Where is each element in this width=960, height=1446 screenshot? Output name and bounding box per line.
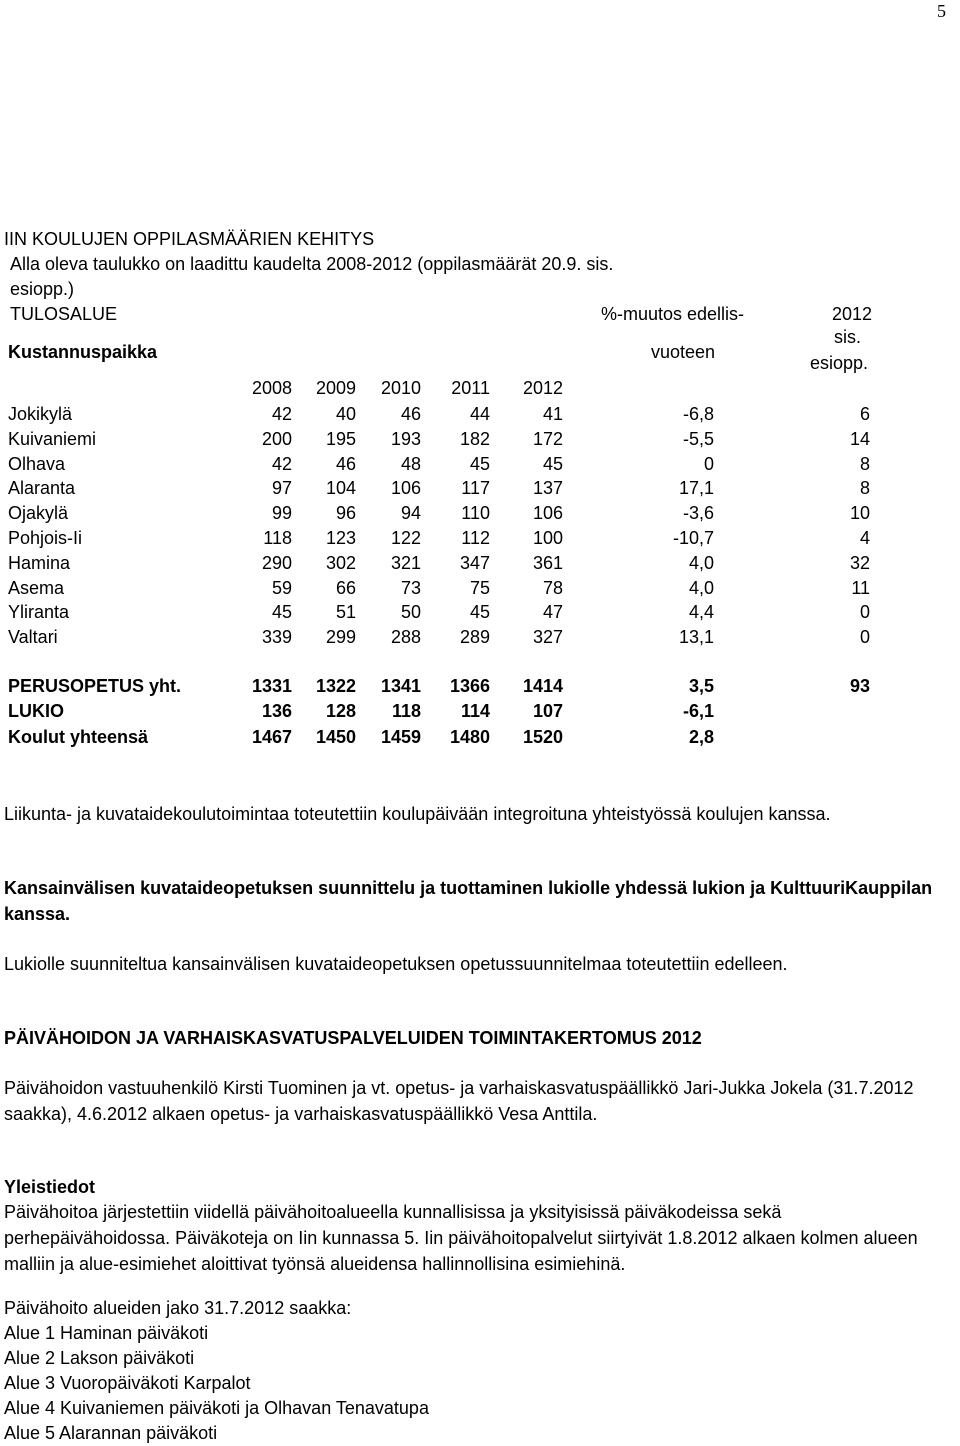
year-header: 2009 bbox=[315, 378, 356, 398]
row-change: -10,7 bbox=[672, 528, 714, 548]
year-header: 2012 bbox=[522, 378, 563, 398]
row-value: 112 bbox=[461, 528, 490, 548]
row-change: 4,0 bbox=[688, 553, 714, 573]
row-name: Hamina bbox=[8, 553, 71, 573]
area-item: Alue 3 Vuoropäiväkoti Karpalot bbox=[4, 1373, 251, 1393]
row-value: 302 bbox=[325, 553, 356, 573]
total-name: Koulut yhteensä bbox=[8, 727, 149, 747]
row-value: 96 bbox=[335, 503, 356, 523]
total-value: 1520 bbox=[522, 727, 563, 747]
daycare-section-title: PÄIVÄHOIDON JA VARHAISKASVATUSPALVELUIDEN TOIMINTAKERTOMUS 2012 bbox=[4, 1028, 702, 1048]
total-change: -6,1 bbox=[682, 701, 714, 721]
row-preschool: 11 bbox=[851, 578, 870, 598]
row-change: 13,1 bbox=[678, 627, 714, 647]
row-value: 78 bbox=[542, 578, 563, 598]
area-item: Alue 5 Alarannan päiväkoti bbox=[4, 1423, 218, 1443]
row-value: 45 bbox=[271, 602, 292, 622]
row-value: 46 bbox=[335, 454, 356, 474]
total-value: 128 bbox=[325, 701, 356, 721]
total-value: 1480 bbox=[449, 727, 490, 747]
total-value: 1331 bbox=[251, 676, 292, 696]
row-value: 339 bbox=[261, 627, 292, 647]
row-value: 66 bbox=[335, 578, 356, 598]
total-value: 118 bbox=[391, 701, 421, 721]
row-value: 48 bbox=[400, 454, 421, 474]
row-value: 195 bbox=[325, 429, 356, 449]
header-2012-line1: 2012 bbox=[832, 304, 873, 324]
row-value: 94 bbox=[400, 503, 421, 523]
total-value: 1459 bbox=[380, 727, 421, 747]
header-2012-line3: esiopp. bbox=[810, 353, 869, 373]
table-description-line2: esiopp.) bbox=[10, 279, 75, 299]
row-preschool: 32 bbox=[849, 553, 870, 573]
row-value: 172 bbox=[532, 429, 563, 449]
total-value: 1450 bbox=[315, 727, 356, 747]
area-item: Alue 4 Kuivaniemen päiväkoti ja Olhavan Tenavatupa bbox=[4, 1398, 429, 1418]
row-value: 106 bbox=[532, 503, 563, 523]
row-value: 45 bbox=[469, 602, 490, 622]
row-value: 290 bbox=[261, 553, 292, 573]
row-change: -3,6 bbox=[682, 503, 714, 523]
row-value: 123 bbox=[325, 528, 356, 548]
row-value: 42 bbox=[271, 454, 292, 474]
row-name: Asema bbox=[8, 578, 65, 598]
section-heading: IIN KOULUJEN OPPILASMÄÄRIEN KEHITYS bbox=[4, 229, 375, 249]
row-change: -6,8 bbox=[682, 404, 714, 424]
row-name: Alaranta bbox=[8, 478, 76, 498]
row-value: 73 bbox=[400, 578, 421, 598]
row-name: Pohjois-Ii bbox=[8, 528, 83, 548]
row-value: 104 bbox=[325, 478, 356, 498]
row-value: 106 bbox=[390, 478, 421, 498]
total-value: 136 bbox=[261, 701, 292, 721]
row-preschool: 8 bbox=[859, 454, 870, 474]
year-header: 2008 bbox=[251, 378, 292, 398]
row-name: Yliranta bbox=[8, 602, 70, 622]
row-name: Jokikylä bbox=[8, 404, 73, 424]
total-value: 107 bbox=[532, 701, 563, 721]
row-preschool: 0 bbox=[859, 627, 870, 647]
row-value: 299 bbox=[325, 627, 356, 647]
row-preschool: 8 bbox=[859, 478, 870, 498]
row-name: Kuivaniemi bbox=[8, 429, 97, 449]
row-value: 45 bbox=[469, 454, 490, 474]
year-header: 2010 bbox=[380, 378, 421, 398]
header-change-line1: %-muutos edellis- bbox=[601, 304, 745, 324]
row-value: 347 bbox=[459, 553, 490, 573]
general-info-heading: Yleistiedot bbox=[4, 1177, 96, 1197]
row-preschool: 6 bbox=[859, 404, 870, 424]
row-name: Valtari bbox=[8, 627, 58, 647]
row-preschool: 0 bbox=[859, 602, 870, 622]
row-value: 117 bbox=[461, 478, 490, 498]
row-value: 50 bbox=[400, 602, 421, 622]
total-name: LUKIO bbox=[8, 701, 64, 721]
row-value: 51 bbox=[335, 602, 356, 622]
row-value: 288 bbox=[390, 627, 421, 647]
total-preschool: 93 bbox=[849, 676, 870, 696]
total-value: 1366 bbox=[449, 676, 490, 696]
row-change: 17,1 bbox=[678, 478, 714, 498]
row-change: -5,5 bbox=[682, 429, 714, 449]
row-preschool: 14 bbox=[849, 429, 870, 449]
paragraph-international-art: Kansainvälisen kuvataideopetuksen suunnittelu ja tuottaminen lukiolle yhdessä lukion ja KulttuuriKauppilan kanssa. bbox=[4, 878, 933, 924]
row-value: 45 bbox=[542, 454, 563, 474]
area-item: Alue 2 Lakson päiväkoti bbox=[4, 1348, 195, 1368]
row-value: 100 bbox=[532, 528, 563, 548]
row-value: 47 bbox=[542, 602, 563, 622]
header-2012-line2: sis. bbox=[834, 327, 861, 347]
row-value: 193 bbox=[390, 429, 421, 449]
row-value: 118 bbox=[263, 528, 292, 548]
row-value: 110 bbox=[461, 503, 490, 523]
row-preschool: 10 bbox=[849, 503, 870, 523]
total-value: 1322 bbox=[315, 676, 356, 696]
row-change: 4,4 bbox=[688, 602, 714, 622]
row-value: 122 bbox=[390, 528, 421, 548]
page-number: 5 bbox=[937, 1, 946, 21]
header-kustannuspaikka: Kustannuspaikka bbox=[8, 342, 158, 362]
row-value: 41 bbox=[542, 404, 563, 424]
row-preschool: 4 bbox=[859, 528, 870, 548]
total-change: 3,5 bbox=[688, 676, 714, 696]
row-change: 0 bbox=[703, 454, 714, 474]
total-value: 1341 bbox=[380, 676, 421, 696]
row-name: Olhava bbox=[8, 454, 66, 474]
row-value: 75 bbox=[469, 578, 490, 598]
row-change: 4,0 bbox=[688, 578, 714, 598]
total-name: PERUSOPETUS yht. bbox=[8, 676, 182, 696]
total-value: 1467 bbox=[251, 727, 292, 747]
area-item: Alue 1 Haminan päiväkoti bbox=[4, 1323, 209, 1343]
row-value: 137 bbox=[532, 478, 563, 498]
row-value: 97 bbox=[271, 478, 292, 498]
row-value: 182 bbox=[459, 429, 490, 449]
header-tulosalue: TULOSALUE bbox=[10, 304, 118, 324]
total-value: 1414 bbox=[522, 676, 563, 696]
total-change: 2,8 bbox=[688, 727, 714, 747]
paragraph-general-info: Päivähoitoa järjestettiin viidellä päivähoitoalueella kunnallisissa ja yksityisissä päiväkodeissa sekä perhepäivähoidossa. Päiväkoteja on Iin kunnassa 5. Iin päivähoitopalvelut siirtyivät 1.8.2012 alkaen kolmen alueen malliin ja alue-esimiehet aloittivat työnsä alueidensa hallinnollisina esimiehinä. bbox=[4, 1202, 918, 1274]
row-value: 327 bbox=[532, 627, 563, 647]
row-value: 99 bbox=[271, 503, 292, 523]
row-value: 289 bbox=[459, 627, 490, 647]
area-list-heading: Päivähoito alueiden jako 31.7.2012 saakka: bbox=[4, 1298, 352, 1318]
row-value: 59 bbox=[271, 578, 292, 598]
row-value: 321 bbox=[390, 553, 421, 573]
row-name: Ojakylä bbox=[8, 503, 69, 523]
row-value: 46 bbox=[400, 404, 421, 424]
paragraph-curriculum: Lukiolle suunniteltua kansainvälisen kuvataideopetuksen opetussuunnitelmaa toteutettiin edelleen. bbox=[4, 954, 788, 974]
paragraph-sports-art: Liikunta- ja kuvataidekoulutoimintaa toteutettiin koulupäivään integroituna yhteistyössä koulujen kanssa. bbox=[4, 804, 831, 824]
area-list bbox=[4, 1296, 429, 1446]
row-value: 40 bbox=[335, 404, 356, 424]
year-header: 2011 bbox=[451, 378, 490, 398]
header-change-line2: vuoteen bbox=[651, 342, 716, 362]
total-value: 114 bbox=[460, 701, 490, 721]
table-description-line1: Alla oleva taulukko on laadittu kaudelta 2008-2012 (oppilasmäärät 20.9. sis. bbox=[10, 254, 614, 274]
paragraph-responsible-persons: Päivähoidon vastuuhenkilö Kirsti Tuominen ja vt. opetus- ja varhaiskasvatuspäällikkö Jari-Jukka Jokela (31.7.2012 saakka), 4.6.2012 alkaen opetus- ja varhaiskasvatuspäällikkö Vesa Anttila. bbox=[4, 1078, 914, 1124]
row-value: 200 bbox=[261, 429, 292, 449]
row-value: 361 bbox=[532, 553, 563, 573]
row-value: 42 bbox=[271, 404, 292, 424]
row-value: 44 bbox=[469, 404, 490, 424]
